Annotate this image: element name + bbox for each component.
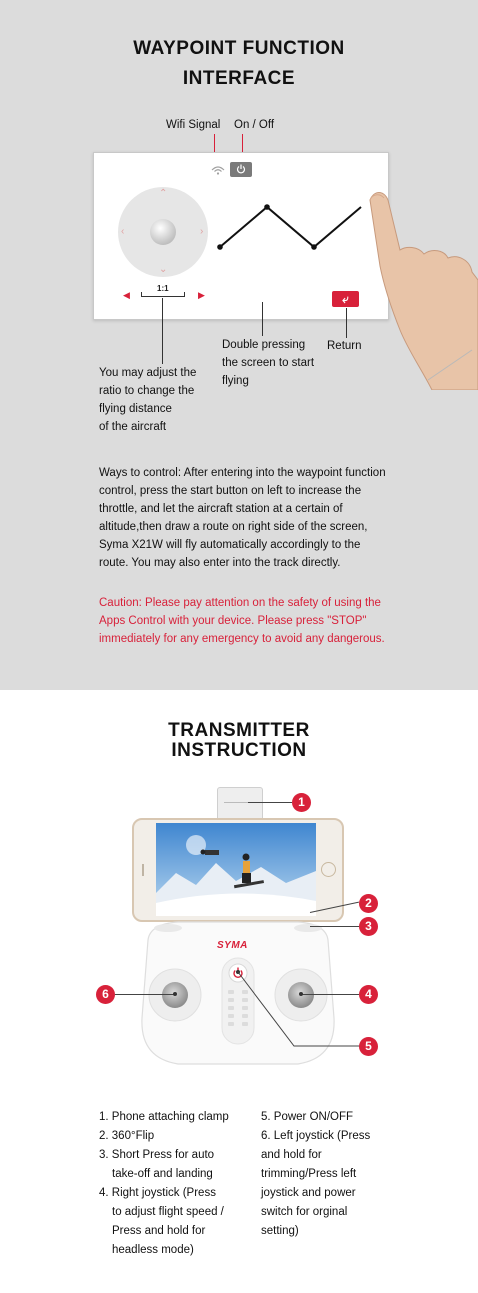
caution-text: Caution: Please pay attention on the safety of using the Apps Control with your device. Please press "STOP" immediately for any emergency to avoid any dangerous. [99, 597, 385, 645]
hand-illustration [362, 190, 478, 390]
phone-illustration [132, 818, 344, 922]
list-item: and hold for [261, 1149, 322, 1161]
waypoint-title-line2: INTERFACE [182, 68, 296, 89]
list-item: 1. Phone attaching clamp [99, 1111, 229, 1123]
double-press-label-2: the screen to start [222, 357, 315, 369]
list-item: to adjust flight speed / [112, 1206, 224, 1218]
ratio-decrease-icon[interactable]: ◀ [123, 290, 130, 300]
list-item: switch for orginal [261, 1206, 348, 1218]
waypoint-dot [311, 244, 317, 250]
transmitter-title-line2: INSTRUCTION [171, 740, 307, 761]
double-press-label-1: Double pressing [222, 339, 306, 351]
brand-logo: SYMA [217, 940, 248, 951]
ratio-label-3: flying distance [99, 403, 172, 415]
list-item: 2. 360°Flip [99, 1130, 155, 1142]
badge-3: 3 [359, 917, 378, 936]
transmitter-title-line1: TRANSMITTER [168, 720, 310, 741]
ratio-label-1: You may adjust the [99, 367, 197, 379]
flight-route[interactable] [212, 193, 372, 263]
list-item: trimming/Press left [261, 1168, 357, 1180]
ratio-value: 1:1 [157, 284, 169, 293]
list-item: 4. Right joystick (Press [99, 1187, 216, 1199]
list-item: joystick and power [261, 1187, 356, 1199]
wifi-signal-label: Wifi Signal [166, 119, 221, 131]
return-leader-line [346, 308, 347, 338]
callout-line-5 [236, 970, 366, 1050]
snowboard-photo [156, 823, 316, 916]
virtual-joystick[interactable] [118, 187, 208, 277]
badge-4: 4 [359, 985, 378, 1004]
power-icon[interactable] [230, 162, 252, 177]
ratio-tick-right [184, 292, 185, 297]
ratio-label-2: ratio to change the [99, 385, 195, 397]
chevron-up-icon: ⌃ [159, 188, 168, 199]
ways-to-control-text: Ways to control: After entering into the waypoint function control, press the start button on left to increase the throttle, and let the aircraft station at a certain of altitude,then draw a route on right side of the screen, Syma X21W will fly automatically accordingly to the route. You may also enter into the track directly. [99, 467, 386, 569]
waypoint-dot [217, 244, 223, 250]
callout-line-3 [310, 926, 359, 927]
on-off-label: On / Off [234, 119, 275, 131]
list-item: 6. Left joystick (Press [261, 1130, 371, 1142]
ratio-slider[interactable] [141, 296, 185, 297]
badge-5: 5 [359, 1037, 378, 1056]
instruction-list-right [261, 1108, 370, 1241]
ratio-tick-left [141, 292, 142, 297]
ratio-leader-line [162, 298, 163, 364]
waypoint-title-line1: WAYPOINT FUNCTION [133, 38, 345, 59]
list-item: 3. Short Press for auto [99, 1149, 215, 1161]
list-item: 5. Power ON/OFF [261, 1111, 354, 1123]
callout-dot-6 [173, 992, 177, 996]
badge-2: 2 [359, 894, 378, 913]
list-item: Press and hold for [112, 1225, 206, 1237]
app-screen[interactable] [93, 152, 389, 320]
ratio-label-4: of the aircraft [99, 421, 167, 433]
chevron-right-icon: › [200, 226, 204, 237]
list-item: setting) [261, 1225, 299, 1237]
phone-speaker [142, 864, 144, 876]
double-press-leader-line [262, 302, 263, 336]
instruction-list-left [99, 1108, 229, 1260]
badge-1: 1 [292, 793, 311, 812]
badge-6: 6 [96, 985, 115, 1004]
phone-home-button [321, 862, 336, 877]
waypoint-dot [264, 204, 270, 210]
return-label: Return [327, 340, 362, 352]
callout-line-6 [115, 994, 175, 995]
callout-line-1 [248, 802, 292, 803]
list-item: headless mode) [112, 1244, 194, 1256]
ratio-increase-icon[interactable]: ▶ [198, 290, 205, 300]
joystick-knob[interactable] [150, 219, 176, 245]
chevron-down-icon: ⌄ [159, 264, 168, 275]
return-arrow-icon[interactable]: ⤶ [332, 291, 359, 307]
list-item: take-off and landing [112, 1168, 213, 1180]
wifi-icon [211, 165, 225, 175]
route-line [220, 207, 361, 247]
chevron-left-icon: ‹ [121, 226, 125, 237]
double-press-label-3: flying [222, 375, 249, 387]
